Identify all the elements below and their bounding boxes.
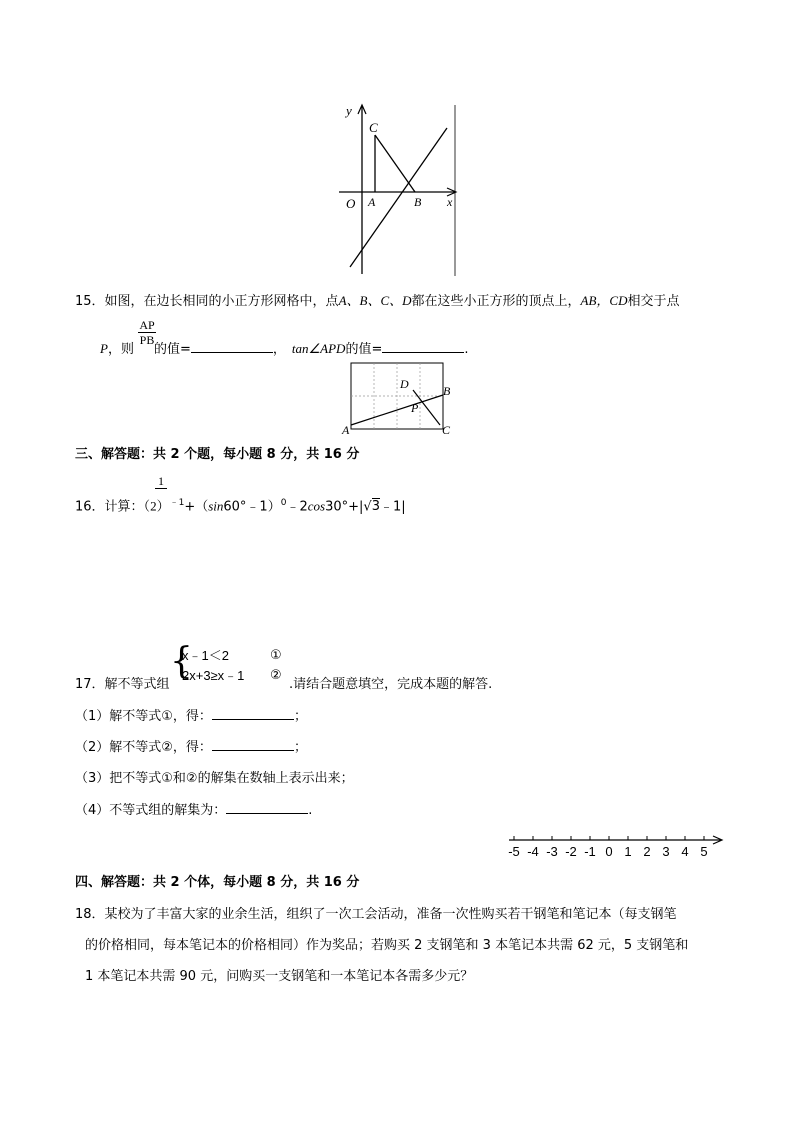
q18-line3: 1 本笔记本共需 90 元，问购买一支钢笔和一本笔记本各需多少元？ — [85, 969, 474, 984]
grid-label-p: P — [411, 401, 419, 415]
answer-blank-ratio[interactable] — [191, 340, 273, 353]
q15-line2: P，则 的值= ， tan∠APD的值= . — [100, 341, 469, 357]
q18-line2: 的价格相同，每本笔记本的价格相同）作为奖品；若购买 2 支钢笔和 3 本笔记本共需 62 元，5 支钢笔和 — [85, 938, 689, 953]
section3-title: 三、解答题：共 2 个题，每小题 8 分，共 16 分 — [75, 447, 360, 462]
label-a: A — [368, 195, 376, 209]
q17-step4: （4）不等式组的解集为： . — [75, 803, 313, 818]
label-x: x — [447, 195, 453, 209]
ineq1-tag: ① — [270, 648, 282, 663]
q16-fraction — [155, 474, 167, 489]
number-line-label: -3 — [546, 844, 558, 859]
q17-step3: （3）把不等式①和②的解集在数轴上表示出来； — [75, 771, 354, 786]
fraction-denominator: PB — [139, 333, 155, 347]
label-o: O — [346, 196, 356, 211]
label-b: B — [414, 195, 422, 209]
number-line-label: -1 — [584, 844, 596, 859]
q17-step1: （1）解不等式①，得： ； — [75, 709, 307, 724]
q16-expression: 16．计算：$(2)^{﹣1}+(\sin 60^\circ﹣1)^0﹣2\cos 30^\circ+|√3﹣1|$ — [75, 498, 406, 515]
number-line-label: 5 — [700, 844, 708, 859]
coordinate-figure — [333, 100, 463, 278]
q17-step2: （2）解不等式②，得： ； — [75, 740, 307, 755]
number-line[interactable] — [505, 830, 730, 862]
grid-label-b: B — [443, 384, 451, 398]
ineq2-tag: ② — [270, 668, 282, 683]
grid-label-c: C — [442, 423, 451, 436]
number-line-label: -5 — [508, 844, 520, 859]
system-brace: { — [170, 641, 193, 682]
q16-frac-num: 1 — [155, 474, 167, 489]
label-y: y — [346, 103, 352, 118]
number-line-label: 1 — [624, 844, 632, 859]
q18-line1: 18．某校为了丰富大家的业余生活，组织了一次工会活动，准备一次性购买若干钢笔和笔记本（每支钢笔 — [75, 907, 677, 922]
q17-after: .请结合题意填空，完成本题的解答. — [289, 677, 493, 692]
answer-blank-tan[interactable] — [382, 340, 464, 353]
answer-blank-step4[interactable] — [226, 801, 308, 814]
grid-label-a: A — [342, 423, 350, 436]
grid-label-d: D — [400, 377, 409, 391]
q15-line1: 15．如图，在边长相同的小正方形网格中，点A、B、C、D都在这些小正方形的顶点上，AB，CD相交于点 — [75, 293, 680, 309]
number-line-label: 4 — [681, 844, 689, 859]
q17-number: 17．解不等式组 — [75, 677, 170, 692]
number-line-label: 0 — [605, 844, 613, 859]
answer-blank-step1[interactable] — [212, 707, 294, 720]
section4-title: 四、解答题：共 2 个体，每小题 8 分，共 16 分 — [75, 875, 360, 890]
q17-system — [170, 641, 290, 685]
ineq1: x﹣1＜2 — [182, 648, 229, 663]
number-line-label: 3 — [662, 844, 670, 859]
grid-figure — [340, 360, 455, 436]
number-line-label: -2 — [565, 844, 577, 859]
label-c: C — [369, 120, 378, 135]
line-through-b — [350, 128, 447, 267]
fraction-numerator: AP — [139, 318, 155, 332]
answer-blank-step2[interactable] — [212, 738, 294, 751]
ineq2: 2x+3≥x﹣1 — [182, 668, 245, 683]
number-line-label: 2 — [643, 844, 651, 859]
number-line-label: -4 — [527, 844, 539, 859]
